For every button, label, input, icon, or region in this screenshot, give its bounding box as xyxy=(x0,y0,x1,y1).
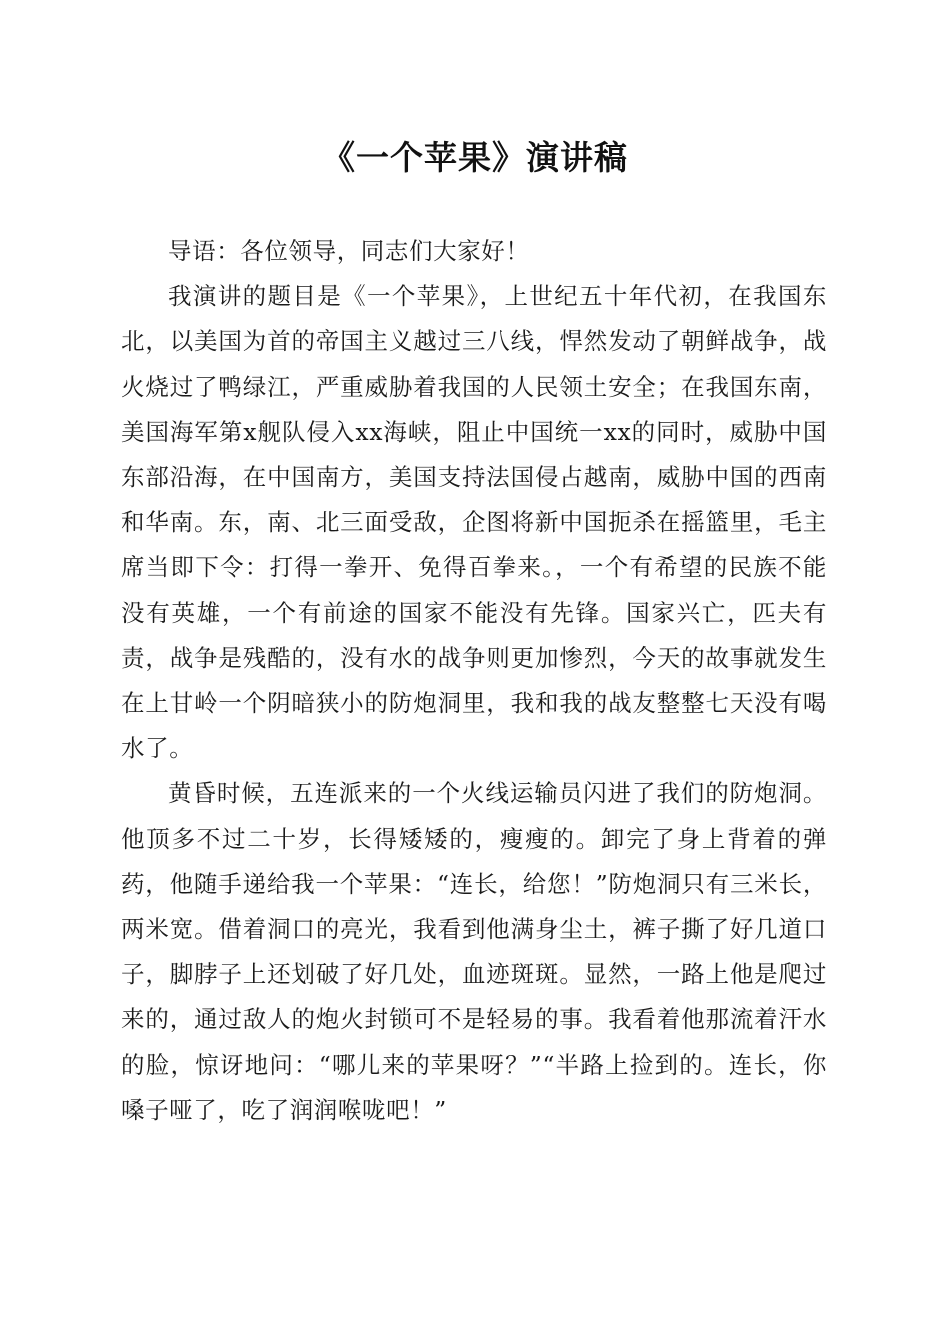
document-title: 《一个苹果》演讲稿 xyxy=(322,138,628,177)
paragraph-intro: 导语：各位领导，同志们大家好！ xyxy=(168,237,530,265)
paragraph-story: 黄昏时候，五连派来的一个火线运输员闪进了我们的防炮洞。他顶多不过二十岁，长得矮矮的，瘦瘦的。卸完了身上背着的弹药，他随手递给我一个苹果：“连长，给您！”防炮洞只有三米长，两米宽。借着洞口的亮光，我看到他满身尘土，裤子撕了好几道口子，脚脖子上还划破了好几处，血迹斑斑。显然，一路上他是爬过来的，通过敌人的炮火封锁可不是轻易的事。我看着他那流着汗水的脸，惊讶地问：“哪儿来的苹果呀？”“半路上捡到的。连长，你嗓子哑了，吃了润润喉咙吧！” xyxy=(121,779,827,1124)
paragraph-background: 我演讲的题目是《一个苹果》，上世纪五十年代初，在我国东北，以美国为首的帝国主义越过三八线，悍然发动了朝鲜战争，战火烧过了鸭绿江，严重威胁着我国的人民领土安全；在我国东南，美国海军第x舰队侵入xx海峡，阻止中国统一xx的同时，威胁中国东部沿海，在中国南方，美国支持法国侵占越南，威胁中国的西南和华南。东，南、北三面受敌，企图将新中国扼杀在摇篮里，毛主席当即下令：打得一拳开、免得百拳来。，一个有希望的民族不能没有英雄，一个有前途的国家不能没有先锋。国家兴亡，匹夫有责，战争是残酷的，没有水的战争则更加惨烈，今天的故事就发生在上甘岭一个阴暗狭小的防炮洞里，我和我的战友整整七天没有喝水了。 xyxy=(121,282,827,763)
document-body xyxy=(121,229,827,1133)
